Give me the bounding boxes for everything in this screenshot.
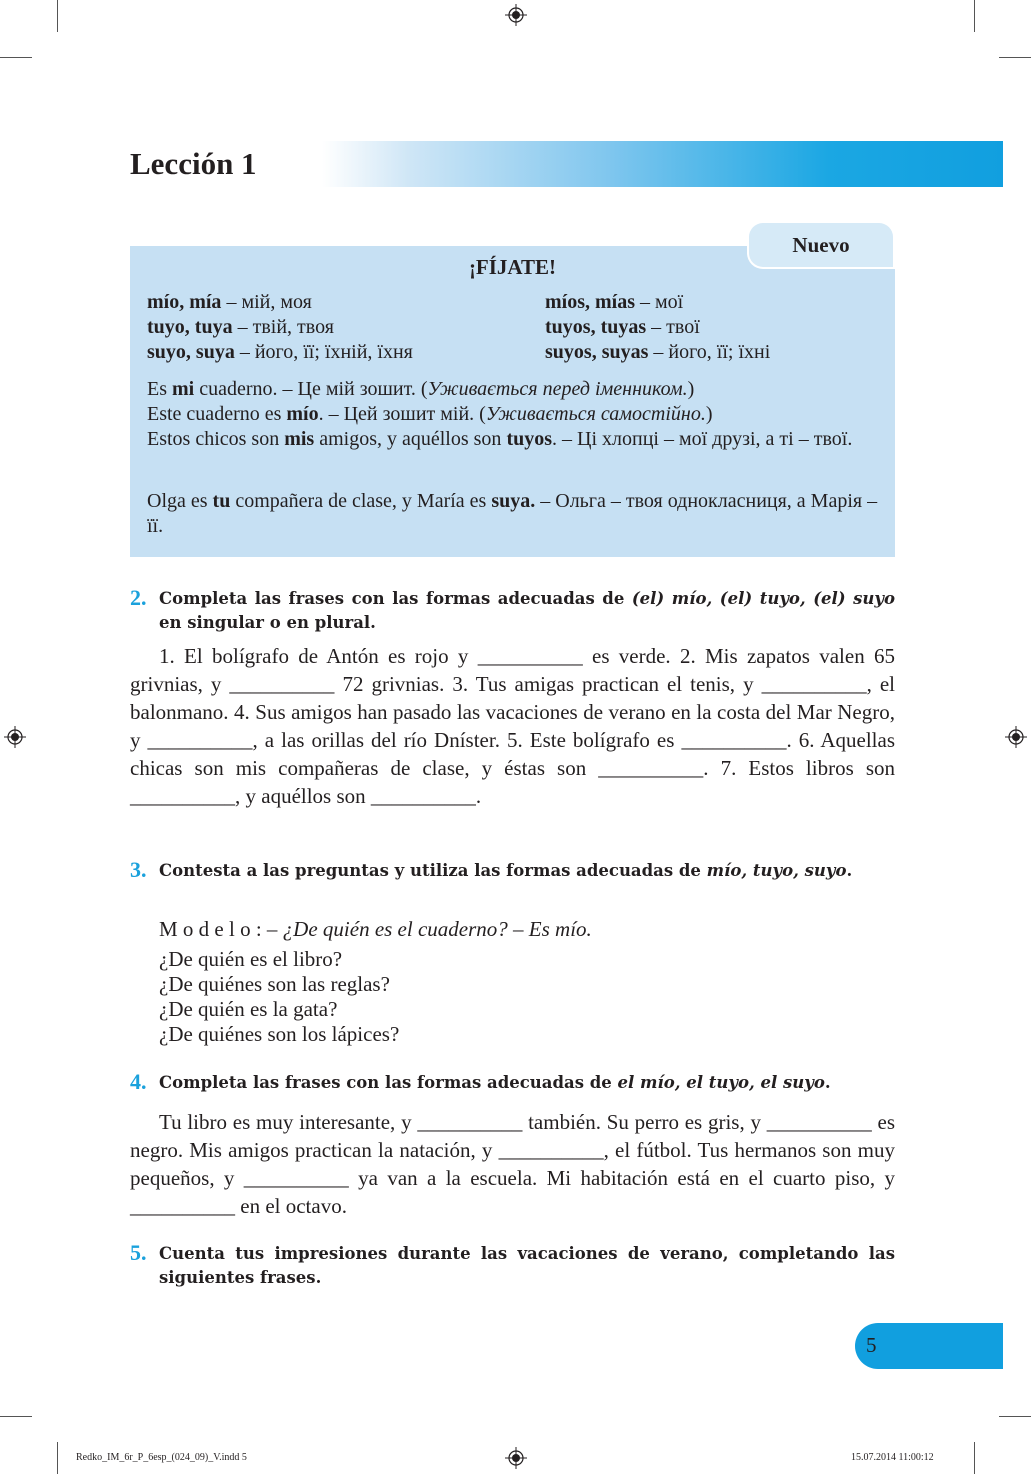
model-example: M o d e l o : – ¿De quién es el cuaderno? – Es mío.	[159, 917, 592, 941]
pronoun-row: suyos, suyas – його, її; їхні	[545, 341, 771, 363]
exercise-number: 5.	[130, 1240, 147, 1265]
pronoun-row: tuyo, tuya – твій, твоя	[147, 316, 334, 338]
crop-mark	[0, 1416, 32, 1417]
pronoun-row: tuyos, tuyas – твої	[545, 316, 700, 338]
pronoun-row: míos, mías – мої	[545, 291, 684, 313]
example-sentence: Este cuaderno es mío. – Цей зошит мій. (Уживається самостійно.)	[147, 403, 713, 425]
exercise-number: 3.	[130, 857, 147, 882]
exercise-text: 1. El bolígrafo de Antón es rojo y __________ es verde. 2. Mis zapatos valen 65 grivnias, y __________ 72 grivnias. 3. Tus amigas practican el tenis, y __________, el balonmano. 4. Sus amigos han pasado las vacaciones de verano en la costa del Mar Negro, y __________, a las orillas del río Dníster. 5. Este bolígrafo es __________. 6. Aquellas chicas son mis compañeras de clase, y éstas son __________. 7. Estos libros son __________, y aquéllos son __________.	[130, 644, 895, 808]
example-sentence: Olga es tu compañera de clase, y María es suya. – Ольга – твоя однокласниця, а Марія – її.	[147, 490, 878, 537]
example-sentence: Estos chicos son mis amigos, y aquéllos son tuyos. – Ці хлопці – мої друзі, а ті – твої.	[147, 428, 853, 450]
pronoun-column-singular	[147, 290, 413, 365]
registration-mark-icon	[1005, 726, 1027, 748]
example-sentence: Es mi cuaderno. – Це мій зошит. (Уживається перед іменником.)	[147, 378, 695, 400]
lesson-title: Lección 1	[130, 146, 257, 181]
crop-mark	[974, 1442, 975, 1474]
exercise-number: 4.	[130, 1069, 147, 1094]
registration-mark-icon	[505, 1447, 527, 1469]
exercise-instruction: Contesta a las preguntas y utiliza las formas adecuadas de mío, tuyo, suyo.	[159, 861, 853, 880]
question: ¿De quién es la gata?	[159, 997, 338, 1021]
nuevo-tab: Nuevo	[749, 223, 893, 267]
exercise-instruction: Completa las frases con las formas adecuadas de el mío, el tuyo, el suyo.	[159, 1073, 831, 1092]
lesson-title-band	[130, 141, 1003, 187]
exercise-text: Tu libro es muy interesante, y __________ también. Su perro es gris, y __________ es negro. Mis amigos practican la natación, y __________, el fútbol. Tus hermanos son muy pequeños, y __________ ya van a la escuela. Mi habitación está en el cuarto piso, y __________ en el octavo.	[130, 1110, 895, 1218]
exercise-instruction: Completa las frases con las formas adecuadas de (el) mío, (el) tuyo, (el) suyo en singular o en plural.	[159, 589, 895, 632]
registration-mark-icon	[505, 4, 527, 26]
page-number-tab	[855, 1323, 1003, 1369]
crop-mark	[0, 57, 32, 58]
exercise-number: 2.	[130, 585, 147, 610]
question: ¿De quién es el libro?	[159, 947, 343, 971]
crop-mark	[974, 0, 975, 32]
pronoun-row: mío, mía – мій, моя	[147, 291, 312, 313]
pronoun-column-plural	[545, 290, 770, 365]
exercise-instruction: Cuenta tus impresiones durante las vacaciones de verano, completando las siguientes frases.	[159, 1244, 895, 1287]
crop-mark	[57, 0, 58, 32]
registration-mark-icon	[4, 726, 26, 748]
pronoun-row: suyo, suya – його, її; їхній, їхня	[147, 341, 413, 363]
crop-mark	[57, 1442, 58, 1474]
question: ¿De quiénes son los lápices?	[159, 1022, 400, 1046]
slug-filename: Redko_IM_6r_P_6esp_(024_09)_V.indd 5	[76, 1452, 247, 1463]
question-list	[159, 947, 399, 1047]
page-number: 5	[866, 1333, 877, 1357]
crop-mark	[999, 57, 1031, 58]
slug-timestamp: 15.07.2014 11:00:12	[851, 1452, 934, 1463]
question: ¿De quiénes son las reglas?	[159, 972, 390, 996]
crop-mark	[999, 1416, 1031, 1417]
fijate-title: ¡FÍJATE!	[468, 255, 557, 279]
